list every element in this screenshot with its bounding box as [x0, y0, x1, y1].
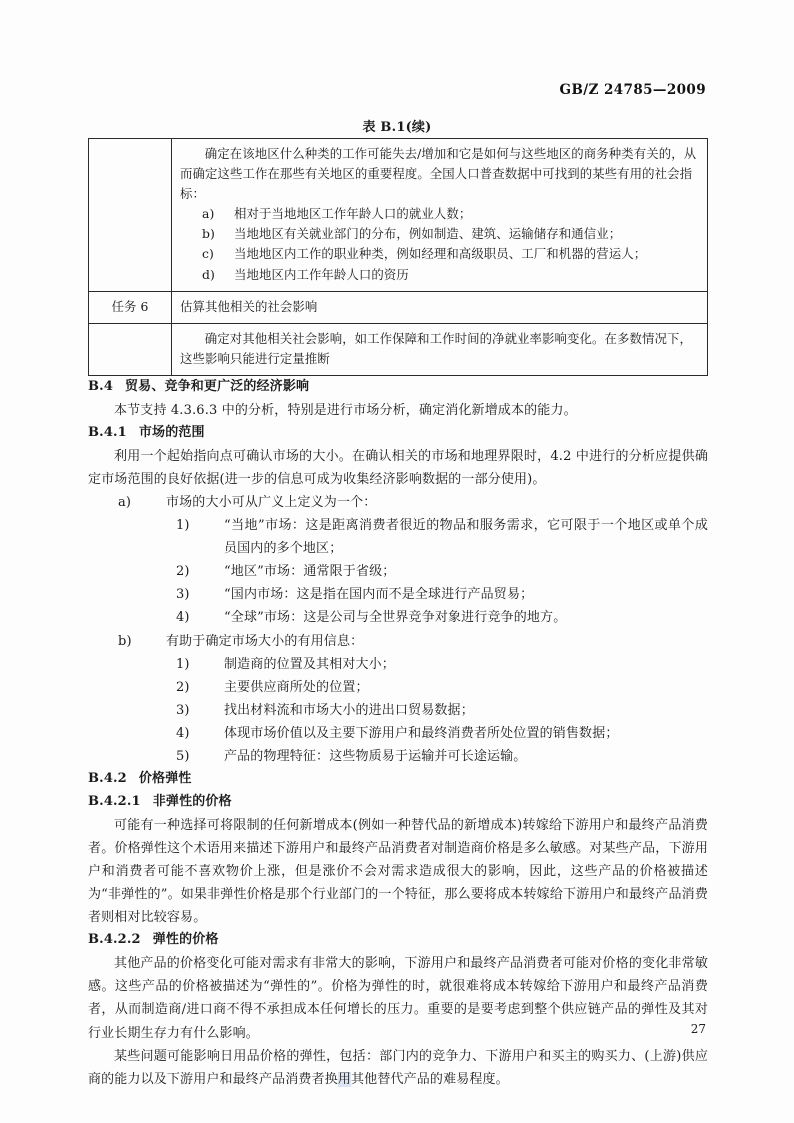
list-item — [166, 722, 708, 745]
list-item — [180, 224, 699, 244]
list-item — [166, 653, 708, 676]
sublist — [166, 653, 708, 769]
list-marker: d) — [202, 266, 215, 282]
highlighted-character: 用 — [337, 1071, 352, 1087]
table-cell-body — [172, 139, 708, 292]
paragraph-b422-first: 其他产品的价格变化可能对需求有非常大的影响，下游用户和最终产品消费者可能对价格的变化非常敏感。这些产品的价格被描述为“弹性的”。价格为弹性的时，就很难将成本转嫁给下游用户和最终产品消费者，从而制造商/进口商不得不承担成本任何增长的压力。重要的是要考虑到整个供应链产品的弹性及其对行业长期生存力有什么影响。 — [88, 956, 708, 1041]
list-marker: 4) — [176, 610, 190, 626]
list-item-text: 当地地区有关就业部门的分布，例如制造、建筑、运输储存和通信业； — [234, 226, 622, 242]
list-item-text: “当地”市场：这是距离消费者很近的物品和服务需求，它可限于一个地区或单个成员国内的多个地区； — [224, 517, 708, 557]
paragraph-b41: 利用一个起始指向点可确认市场的大小。在确认相关的市场和地理界限时，4.2 中进行的分析应提供确定市场范围的良好依据(进一步的信息可成为收集经济影响数据的一部分使用)。 — [88, 448, 708, 487]
list-item — [166, 560, 708, 583]
list-marker: 1) — [176, 517, 190, 533]
heading-b41 — [88, 422, 708, 445]
heading-b421-title: 非弹性的价格 — [152, 794, 232, 810]
heading-b4-title: 贸易、竞争和更广泛的经济影响 — [125, 378, 310, 394]
paragraph-b422-second-part-a: 某些问题可能影响日用品价格的弹性，包括：部门内的竞争力、下游用户和买主的购买力、(上游)供应商的能力以及下游用户和最终产品消费者换 — [88, 1048, 708, 1087]
list-item-text: 有助于确定市场大小的有用信息： — [166, 633, 364, 649]
heading-b4-number: B.4 — [88, 378, 114, 394]
list-item — [166, 583, 708, 606]
heading-b421 — [88, 791, 708, 814]
list-item-text: 主要供应商所处的位置； — [224, 679, 369, 695]
heading-b421-number: B.4.2.1 — [88, 794, 141, 810]
list-marker: a) — [118, 494, 132, 510]
sublist — [166, 514, 708, 630]
table-cell-task-label: 任务 6 — [89, 291, 172, 323]
table-cell-list — [180, 204, 699, 284]
table-cell-task-label — [89, 323, 172, 375]
list-marker: 2) — [176, 564, 190, 580]
list-item-text: 产品的物理特征：这些物质易于运输并可长途运输。 — [224, 749, 527, 765]
table-cell-paragraph: 确定对其他相关社会影响，如工作保障和工作时间的净就业率影响变化。在多数情况下，这些影响只能进行定量推断 — [180, 330, 692, 366]
running-header-standard-number: GB/Z 24785—2009 — [559, 82, 706, 98]
list-item-text: “地区”市场：通常限于省级； — [224, 564, 396, 580]
list-marker: 3) — [176, 587, 190, 603]
list-item-text: 体现市场价值以及主要下游用户和最终消费者所处位置的销售数据； — [224, 726, 619, 742]
list-item — [88, 630, 708, 769]
heading-b4 — [88, 376, 708, 399]
paragraph-b4: 本节支持 4.3.6.3 中的分析，特别是进行市场分析，确定消化新增成本的能力。 — [114, 402, 577, 418]
list-marker: a) — [202, 206, 215, 222]
list-item-text: “国内市场：这是指在国内而不是全球进行产品贸易； — [224, 587, 534, 603]
paragraph-b422-second — [88, 1045, 708, 1091]
heading-b41-title: 市场的范围 — [138, 424, 205, 440]
list-item — [180, 265, 699, 285]
table-caption: 表 B.1(续) — [362, 120, 432, 135]
table-cell-body — [172, 291, 708, 323]
list-item — [180, 204, 699, 224]
heading-b422-title: 弹性的价格 — [152, 932, 219, 948]
list-item-text: 当地地区内工作的职业种类，例如经理和高级职员、工厂和机器的营运人； — [234, 246, 647, 262]
list-item — [166, 676, 708, 699]
table-cell-task-label — [89, 139, 172, 292]
table-cell-paragraph: 确定在该地区什么种类的工作可能失去/增加和它是如何与这些地区的商务种类有关的，从而确定这些工作在那些有关地区的重要程度。全国人口普查数据中可找到的某些有用的社会指标： — [180, 146, 697, 202]
list-marker: c) — [202, 246, 214, 262]
list-item-text: “全球”市场：这是公司与全世界竞争对象进行竞争的地方。 — [224, 610, 567, 626]
heading-b42 — [88, 768, 708, 791]
list-marker: b) — [118, 633, 132, 649]
table-cell-body — [172, 323, 708, 375]
paragraph-b422-second-part-b: 其他替代产品的难易程度。 — [351, 1071, 509, 1087]
heading-b42-title: 价格弹性 — [138, 771, 192, 787]
list-item — [166, 699, 708, 722]
page-content — [88, 138, 708, 1091]
list-marker: 5) — [176, 749, 190, 765]
list-item-text: 制造商的位置及其相对大小； — [224, 656, 395, 672]
table-row — [89, 139, 708, 292]
list-item-text: 当地地区内工作年龄人口的资历 — [234, 266, 409, 282]
list-item — [166, 606, 708, 629]
list-item — [166, 745, 708, 768]
page-number: 27 — [690, 1022, 706, 1036]
list-item-text: 市场的大小可从广义上定义为一个： — [166, 494, 377, 510]
table-b1 — [88, 138, 708, 376]
list-marker: 4) — [176, 726, 190, 742]
heading-b41-number: B.4.1 — [88, 424, 127, 440]
table-row — [89, 323, 708, 375]
list-marker: 2) — [176, 679, 190, 695]
heading-b42-number: B.4.2 — [88, 771, 127, 787]
paragraph-b421: 可能有一种选择可将限制的任何新增成本(例如一种替代品的新增成本)转嫁给下游用户和最终产品消费者。价格弹性这个术语用来描述下游用户和最终产品消费者对制造商价格是多么敏感。对某些产品，下游用户和消费者可能不喜欢物价上涨，但是涨价不会对需求造成很大的影响，因此，这些产品的价格被描述为“非弹性的”。如果非弹性价格是那个行业部门的一个特征，那么要将成本转嫁给下游用户和最终产品消费者则相对比较容易。 — [88, 817, 708, 926]
list-marker: b) — [202, 226, 215, 242]
list-item-text: 相对于当地地区工作年龄人口的就业人数； — [234, 206, 472, 222]
table-row — [89, 291, 708, 323]
list-b41 — [88, 491, 708, 769]
list-item — [180, 244, 699, 264]
list-item-text: 找出材料流和市场大小的进出口贸易数据； — [224, 702, 474, 718]
list-item — [88, 491, 708, 630]
list-marker: 3) — [176, 702, 190, 718]
list-marker: 1) — [176, 656, 190, 672]
heading-b422-number: B.4.2.2 — [88, 932, 141, 948]
table-cell-paragraph: 估算其他相关的社会影响 — [180, 298, 318, 314]
heading-b422 — [88, 929, 708, 952]
list-item — [166, 514, 708, 560]
